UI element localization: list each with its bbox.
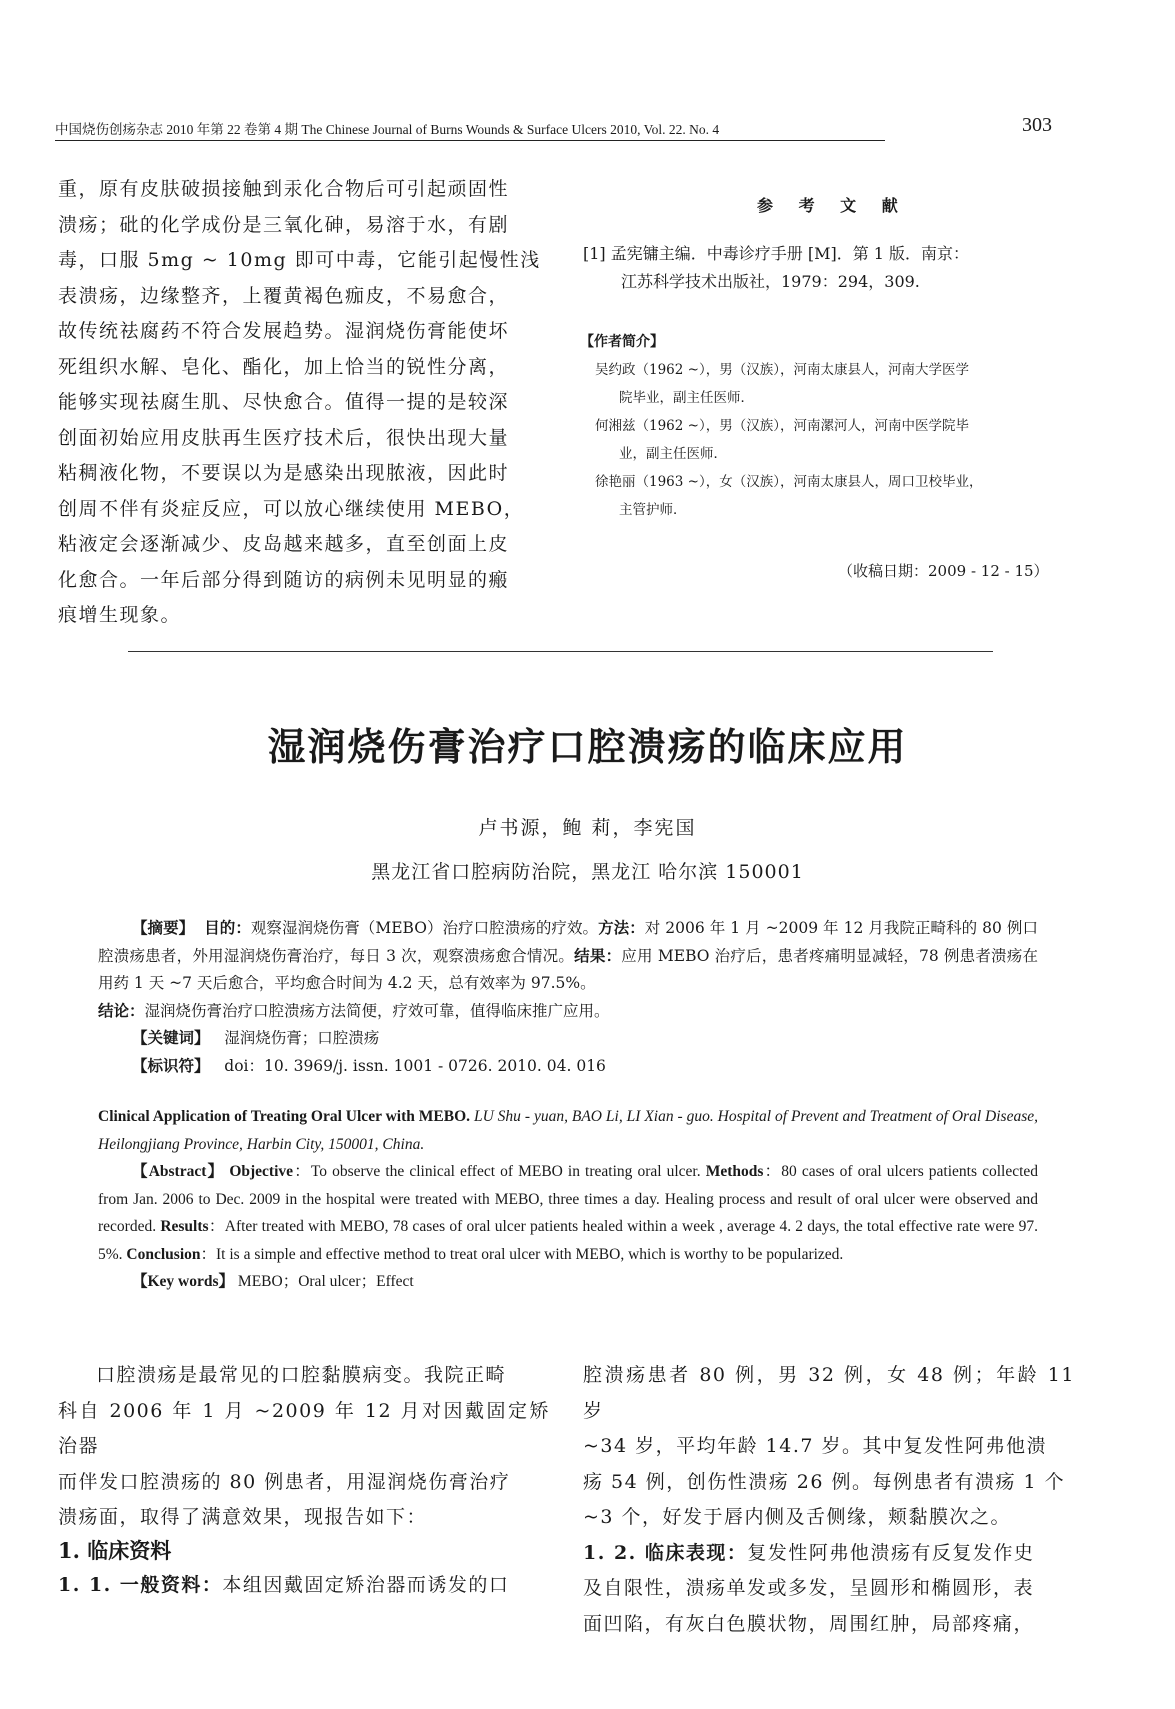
text-line: 重，原有皮肤破损接触到汞化合物后可引起顽固性: [58, 178, 510, 200]
text-line: 科自 2006 年 1 月 ~2009 年 12 月对因戴固定矫治器: [58, 1399, 550, 1457]
text-line: 死组织水解、皂化、酯化，加上恰当的锐性分离，: [58, 355, 510, 378]
text-line: 溃疡；砒的化学成份是三氧化砷，易溶于水，有剧: [58, 213, 510, 236]
reference-line: [1] 孟宪镛主编．中毒诊疗手册 [M]．第 1 版．南京：: [583, 244, 970, 263]
text-line: 痕增生现象。: [58, 604, 182, 626]
results-text: 应用 MEBO 治疗后，患者疼痛明显减轻，78 例患者溃疡在用药 1 天 ~7 天后愈合，平均愈合时间为 4.2 天，总有效率为 97.5%。: [98, 946, 1038, 992]
text-line: 化愈合。一年后部分得到随访的病例未见明显的瘢: [58, 568, 510, 591]
author-profile-line: 何湘兹（1962 ~），男（汉族），河南漯河人，河南中医学院毕: [595, 418, 969, 434]
subsection-1-1: [58, 1568, 558, 1604]
author-profile-line: 院毕业，副主任医师．: [619, 390, 754, 406]
conclusion-label: 结论：: [98, 1001, 145, 1020]
keywords-label: 【关键词】: [132, 1029, 210, 1047]
author-profile-header: 【作者简介】: [580, 334, 664, 350]
text-line: 能够实现祛腐生肌、尽快愈合。值得一提的是较深: [58, 391, 510, 413]
results-label: 结果：: [574, 946, 622, 965]
objective-en-label: Objective: [229, 1163, 294, 1180]
author-profile-line: 主管护师．: [619, 502, 687, 518]
author-profile-line: 吴约政（1962 ~），男（汉族），河南太康县人，河南大学医学: [595, 362, 969, 378]
article-affiliation: 黑龙江省口腔病防治院，黑龙江 哈尔滨 150001: [371, 861, 804, 883]
keywords-en-text: MEBO；Oral ulcer；Effect: [237, 1273, 414, 1290]
text-line: 及自限性，溃疡单发或多发，呈圆形和椭圆形，表: [583, 1577, 1035, 1599]
text-line: 复发性阿弗他溃疡有反复发作史: [747, 1541, 1035, 1564]
identifier-label: 【标识符】: [132, 1056, 210, 1075]
keywords-en-row: [98, 1268, 1038, 1296]
section-heading: 1. 临床资料: [58, 1538, 172, 1563]
text-line: 面凹陷，有灰白色膜状物，周围红肿，局部疼痛，: [583, 1612, 1035, 1635]
english-byline: LU Shu - yuan, BAO Li, LI Xian - guo. Hospital of Prevent and Treatment of Oral Disease, Heilongjiang Province, Harbin City, 150001, China.: [98, 1108, 1038, 1153]
keywords-row: [98, 1025, 1038, 1053]
body-left-column: [58, 1358, 550, 1536]
abstract-cn: [98, 915, 1038, 1080]
author-profiles: [595, 356, 1075, 524]
subsection-1-2: [583, 1536, 1075, 1572]
abstract-en-heading: [98, 1103, 1038, 1158]
conclusion-text: 湿润烧伤膏治疗口腔溃疡方法简便，疗效可靠，值得临床推广应用。: [144, 1001, 610, 1020]
methods-en-label: Methods: [705, 1163, 764, 1180]
subsection-text: 本组因戴固定矫治器而诱发的口: [222, 1574, 510, 1596]
text-line: 创周不伴有炎症反应，可以放心继续使用 MEBO，: [58, 497, 525, 520]
received-date: （收稿日期：2009 - 12 - 15）: [838, 562, 1049, 580]
conclusion-en-label: Conclusion: [126, 1245, 201, 1263]
english-title: Clinical Application of Treating Oral Ulcer with MEBO.: [98, 1108, 471, 1125]
text-line: 而伴发口腔溃疡的 80 例患者，用湿润烧伤膏治疗: [58, 1470, 511, 1493]
keywords-text: 湿润烧伤膏；口腔溃疡: [224, 1029, 380, 1047]
objective-text: 观察湿润烧伤膏（MEBO）治疗口腔溃疡的疗效。: [250, 919, 599, 937]
reference-entry: [583, 240, 1083, 296]
identifier-row: [98, 1053, 1038, 1081]
text-line: ~34 岁，平均年龄 14.7 岁。其中复发性阿弗他溃: [583, 1435, 1048, 1457]
text-line: 腔溃疡患者 80 例，男 32 例，女 48 例；年龄 11 岁: [583, 1364, 1075, 1422]
article-title: 湿润烧伤膏治疗口腔溃疡的临床应用: [267, 725, 908, 769]
text-line: 疡 54 例，创伤性溃疡 26 例。每例患者有溃疡 1 个: [583, 1470, 1066, 1493]
keywords-en-label: 【Key words】: [132, 1273, 235, 1290]
author-profile-line: 徐艳丽（1963 ~），女（汉族），河南太康县人，周口卫校毕业，: [595, 474, 983, 490]
abstract-en-label: 【Abstract】: [132, 1163, 225, 1180]
conclusion-en-text: ：It is a simple and effective method to treat oral ulcer with MEBO, which is worthy to be popularized.: [200, 1245, 844, 1263]
body-right-column: [583, 1358, 1075, 1642]
abstract-cn-body: [98, 915, 1038, 1025]
results-en-label: Results: [160, 1218, 209, 1235]
page-number: 303: [1022, 114, 1052, 136]
article-divider: [128, 651, 993, 652]
text-line: 创面初始应用皮肤再生医疗技术后，很快出现大量: [58, 426, 510, 449]
references-title: 参 考 文 献: [757, 196, 908, 215]
text-line: 故传统祛腐药不符合发展趋势。湿润烧伤膏能使坏: [58, 320, 510, 342]
objective-en-text: ：To observe the clinical effect of MEBO in treating oral ulcer.: [293, 1163, 701, 1180]
article-authors: 卢书源，鲍 莉，李宪国: [478, 817, 697, 839]
text-line: 毒，口服 5mg ~ 10mg 即可中毒，它能引起慢性浅: [58, 249, 541, 271]
author-profile-line: 业，副主任医师．: [619, 446, 727, 462]
text-line: 表溃疡，边缘整齐，上覆黄褐色痂皮，不易愈合，: [58, 284, 510, 307]
running-head: 中国烧伤创疡杂志 2010 年第 22 卷第 4 期 The Chinese Journal of Burns Wounds & Surface Ulcers 2010, Vol. 22. No. 4: [55, 118, 885, 141]
text-line: 口腔溃疡是最常见的口腔黏膜病变。我院正畸: [96, 1364, 507, 1386]
methods-en-text: ：80 cases of oral ulcers patients collected from Jan. 2006 to Dec. 2009 in the hospital were treated with MEBO, three times a day. Healing process and result of oral ulcer were observed and recorded.: [98, 1163, 1039, 1235]
text-line: 溃疡面，取得了满意效果，现报告如下：: [58, 1506, 428, 1528]
results-en-text: ：After treated with MEBO, 78 cases of oral ulcer patients healed within a week , average 4. 2 days, the total effective rate were 97. 5%.: [98, 1218, 1039, 1263]
methods-text: 对 2006 年 1 月 ~2009 年 12 月我院正畸科的 80 例口腔溃疡患者，外用湿润烧伤膏治疗，每日 3 次，观察溃疡愈合情况。: [98, 919, 1038, 965]
abstract-label: 【摘要】: [132, 919, 195, 937]
subsection-label: 1. 1. 一般资料：: [58, 1574, 223, 1596]
reference-line: 江苏科学技术出版社，1979：294，309.: [621, 272, 920, 291]
objective-label: 目的：: [204, 919, 251, 937]
subsection-label: 1. 2. 临床表现：: [583, 1541, 748, 1564]
prev-article-left-column: [58, 172, 550, 634]
abstract-en: [98, 1103, 1038, 1296]
doi-text: doi：10. 3969/j. issn. 1001 - 0726. 2010. 04. 016: [224, 1056, 606, 1075]
text-line: 粘稠液化物，不要误以为是感染出现脓液，因此时: [58, 462, 510, 484]
text-line: 粘液定会逐渐减少、皮岛越来越多，直至创面上皮: [58, 533, 510, 555]
methods-label: 方法：: [598, 919, 645, 937]
text-line: ~3 个，好发于唇内侧及舌侧缘，颊黏膜次之。: [583, 1506, 1012, 1528]
abstract-en-body: [98, 1158, 1038, 1268]
